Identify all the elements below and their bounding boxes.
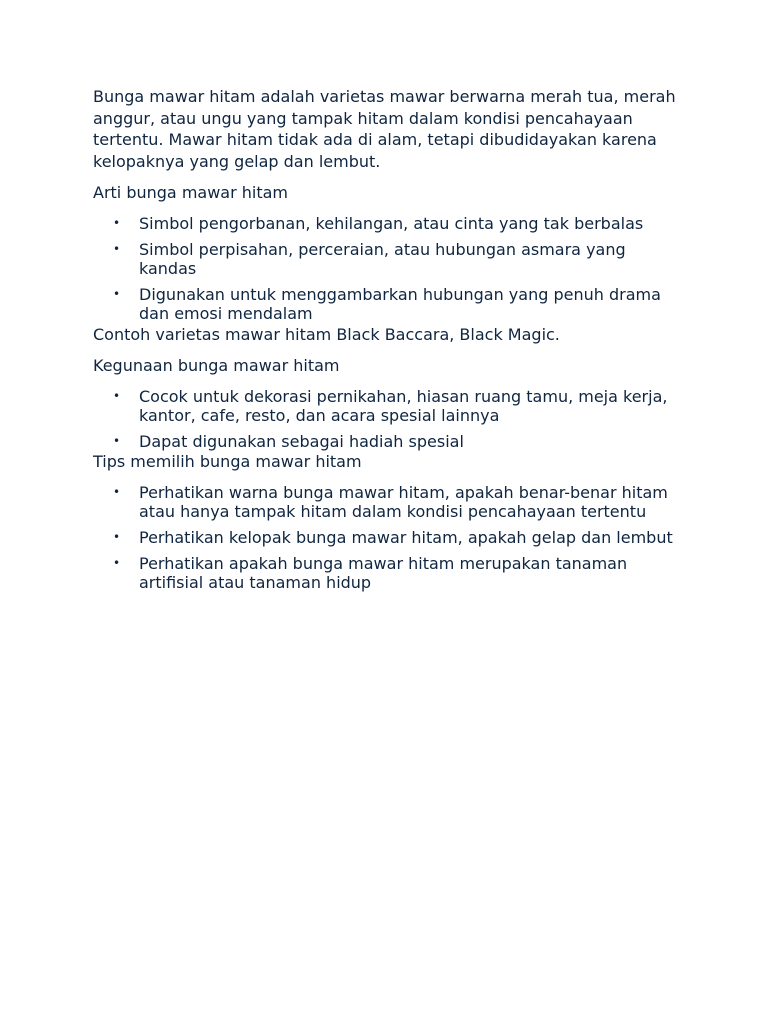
list-item-text: Simbol pengorbanan, kehilangan, atau cinta yang tak berbalas (139, 213, 644, 233)
list-item-text: Simbol perpisahan, perceraian, atau hubungan asmara yang kandas (139, 239, 626, 278)
bullet-icon: • (113, 215, 121, 230)
bullet-icon: • (113, 241, 121, 256)
list-item-text: Perhatikan apakah bunga mawar hitam merupakan tanaman artifisial atau tanaman hidup (139, 554, 628, 593)
bullet-icon: • (113, 287, 121, 302)
bullet-icon: • (113, 433, 121, 448)
heading-arti: Arti bunga mawar hitam (93, 183, 289, 202)
list-item (93, 285, 683, 323)
bullet-icon: • (113, 484, 121, 499)
list-item-text: Perhatikan kelopak bunga mawar hitam, apakah gelap dan lembut (139, 528, 673, 548)
list-tips (93, 483, 683, 593)
heading-tips: Tips memilih bunga mawar hitam (93, 452, 362, 472)
list-item (93, 214, 683, 233)
bullet-icon: • (113, 388, 121, 403)
list-item (93, 240, 683, 278)
list-item (93, 554, 683, 592)
list-item-text: Cocok untuk dekorasi pernikahan, hiasan ruang tamu, meja kerja, kantor, cafe, resto, dan acara spesial lainnya (139, 386, 668, 425)
list-item-text: Digunakan untuk menggambarkan hubungan yang penuh drama dan emosi mendalam (139, 285, 661, 324)
list-kegunaan (93, 387, 683, 452)
list-item (93, 387, 683, 425)
list-arti (93, 214, 683, 324)
list-item-text: Dapat digunakan sebagai hadiah spesial (139, 431, 464, 451)
contoh-paragraph: Contoh varietas mawar hitam Black Baccara, Black Magic. (93, 324, 560, 344)
bullet-icon: • (113, 556, 121, 571)
list-item-text: Perhatikan warna bunga mawar hitam, apakah benar-benar hitam atau hanya tampak hitam dalam kondisi pencahayaan tertentu (139, 482, 668, 521)
list-item (93, 483, 683, 521)
bullet-icon: • (113, 530, 121, 545)
document-page (93, 86, 683, 593)
heading-kegunaan: Kegunaan bunga mawar hitam (93, 356, 340, 376)
list-item (93, 528, 683, 547)
intro-paragraph: Bunga mawar hitam adalah varietas mawar berwarna merah tua, merah anggur, atau ungu yang tampak hitam dalam kondisi pencahayaan tertentu. Mawar hitam tidak ada di alam, tetapi dibudidayakan karena kelopaknya yang gelap dan lembut. (93, 87, 676, 171)
list-item (93, 432, 683, 451)
